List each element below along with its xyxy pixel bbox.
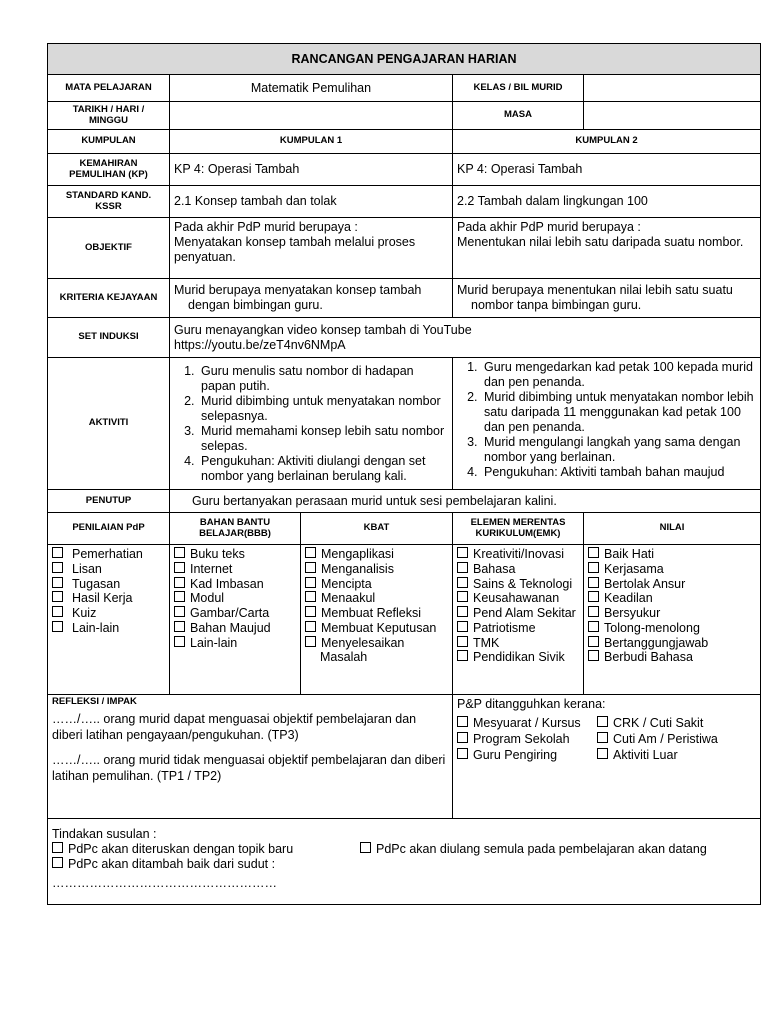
checkbox[interactable] xyxy=(360,842,371,853)
checkbox[interactable] xyxy=(52,591,63,602)
checkbox-item[interactable]: Keusahawanan xyxy=(457,591,579,606)
nilai-list xyxy=(588,547,756,665)
refleksi-cell xyxy=(48,695,453,819)
kriteria-label: KRITERIA KEJAYAAN xyxy=(48,279,170,318)
aktiviti-k2 xyxy=(453,358,761,490)
checkbox-item[interactable]: Kuiz xyxy=(52,606,165,621)
aktiviti-label: AKTIVITI xyxy=(48,358,170,490)
checkbox[interactable] xyxy=(174,547,185,558)
objektif-k2-intro: Pada akhir PdP murid berupaya : xyxy=(457,220,641,234)
checkbox[interactable] xyxy=(52,562,63,573)
checkbox[interactable] xyxy=(305,621,316,632)
objektif-k1 xyxy=(170,218,453,279)
checkbox[interactable] xyxy=(588,606,599,617)
checkbox[interactable] xyxy=(588,650,599,661)
checkbox[interactable] xyxy=(457,562,468,573)
tarikh-label: TARIKH / HARI / MINGGU xyxy=(48,102,170,130)
objektif-k1-text: Menyatakan konsep tambah melalui proses penyatuan. xyxy=(174,235,416,264)
checkbox-item[interactable]: Mesyuarat / Kursus xyxy=(457,716,597,730)
list-item: 4. Pengukuhan: Aktiviti tambah bahan maujud xyxy=(481,465,756,480)
checkbox[interactable] xyxy=(597,716,608,727)
aktiviti-k1-list xyxy=(174,364,448,484)
checkbox-item[interactable]: Buku teks xyxy=(174,547,296,562)
checkbox-item[interactable]: Guru Pengiring xyxy=(457,748,597,762)
kbat-header: KBAT xyxy=(301,513,453,545)
checkbox[interactable] xyxy=(174,636,185,647)
penilaian-list-cell xyxy=(48,545,170,695)
list-item: 1. Guru mengedarkan kad petak 100 kepada murid dan pen penanda. xyxy=(481,360,756,390)
checkbox-item[interactable]: Bahan Maujud xyxy=(174,621,296,636)
penilaian-list xyxy=(52,547,165,636)
checkbox-item[interactable]: Aktiviti Luar xyxy=(597,748,737,762)
checkbox[interactable] xyxy=(174,621,185,632)
checkbox-item[interactable]: Bertanggungjawab xyxy=(588,636,756,651)
checkbox[interactable] xyxy=(597,748,608,759)
list-item: 1. Guru menulis satu nombor di hadapan papan putih. xyxy=(198,364,448,394)
checkbox-item[interactable]: Tolong-menolong xyxy=(588,621,756,636)
ditangguhkan-options xyxy=(457,716,756,762)
mata-pelajaran-value[interactable]: Matematik Pemulihan xyxy=(170,75,453,102)
checkbox-item[interactable]: Bersyukur xyxy=(588,606,756,621)
checkbox-item[interactable]: Tugasan xyxy=(52,577,165,592)
checkbox-item[interactable]: Menyelesaikan Masalah xyxy=(305,636,448,666)
objektif-k1-intro: Pada akhir PdP murid berupaya : xyxy=(174,220,358,234)
lesson-plan-sheet xyxy=(47,43,760,905)
checkbox-item[interactable]: Pendidikan Sivik xyxy=(457,650,579,665)
kumpulan-2-header: KUMPULAN 2 xyxy=(453,130,761,154)
checkbox-item[interactable]: Cuti Am / Peristiwa xyxy=(597,732,737,746)
checkbox-item[interactable]: Internet xyxy=(174,562,296,577)
standard-label: STANDARD KAND. KSSR xyxy=(48,186,170,218)
checkbox-item[interactable]: Lain-lain xyxy=(174,636,296,651)
kelas-value[interactable] xyxy=(584,75,761,102)
checkbox[interactable] xyxy=(52,577,63,588)
nilai-header: NILAI xyxy=(584,513,761,545)
checkbox[interactable] xyxy=(597,732,608,743)
list-item: 3. Murid mengulangi langkah yang sama dengan nombor yang berlainan. xyxy=(481,435,756,465)
checkbox[interactable] xyxy=(52,606,63,617)
aktiviti-k1 xyxy=(170,358,453,490)
refleksi-label: REFLEKSI / IMPAK xyxy=(52,696,137,707)
checkbox[interactable] xyxy=(588,547,599,558)
checkbox-item[interactable]: Membuat Refleksi xyxy=(305,606,448,621)
checkbox-item[interactable]: Pend Alam Sekitar xyxy=(457,606,579,621)
set-induksi-label: SET INDUKSI xyxy=(48,318,170,358)
masa-value[interactable] xyxy=(584,102,761,130)
kumpulan-label: KUMPULAN xyxy=(48,130,170,154)
checkbox[interactable] xyxy=(52,621,63,632)
checkbox-item[interactable]: Bertolak Ansur xyxy=(588,577,756,592)
checkbox-item[interactable]: Patriotisme xyxy=(457,621,579,636)
list-item: 4. Pengukuhan: Aktiviti diulangi dengan set nombor yang berlainan berulang kali. xyxy=(198,454,448,484)
tindakan-label: Tindakan susulan : xyxy=(52,827,157,841)
checkbox-item[interactable]: Lain-lain xyxy=(52,621,165,636)
kumpulan-1-header: KUMPULAN 1 xyxy=(170,130,453,154)
checkbox[interactable] xyxy=(174,606,185,617)
checkbox-item[interactable]: CRK / Cuti Sakit xyxy=(597,716,737,730)
objektif-k2-text: Menentukan nilai lebih satu daripada suatu nombor. xyxy=(457,235,744,249)
bbb-list-cell xyxy=(170,545,301,695)
checkbox-item[interactable]: Menaakul xyxy=(305,591,448,606)
penilaian-header: PENILAIAN PdP xyxy=(48,513,170,545)
checkbox-item[interactable]: Sains & Teknologi xyxy=(457,577,579,592)
checkbox[interactable] xyxy=(457,732,468,743)
penutup-label: PENUTUP xyxy=(48,490,170,513)
checkbox[interactable] xyxy=(174,577,185,588)
kelas-label: KELAS / BIL MURID xyxy=(453,75,584,102)
standard-k1: 2.1 Konsep tambah dan tolak xyxy=(170,186,453,218)
checkbox[interactable] xyxy=(305,577,316,588)
objektif-label: OBJEKTIF xyxy=(48,218,170,279)
checkbox[interactable] xyxy=(174,591,185,602)
nilai-list-cell xyxy=(584,545,761,695)
checkbox[interactable] xyxy=(305,636,316,647)
checkbox-item[interactable]: Kerjasama xyxy=(588,562,756,577)
checkbox[interactable] xyxy=(305,547,316,558)
checkbox-item[interactable]: Keadilan xyxy=(588,591,756,606)
emk-list xyxy=(457,547,579,665)
checkbox-item[interactable]: Modul xyxy=(174,591,296,606)
set-induksi-content xyxy=(170,318,761,358)
checkbox-item[interactable]: Hasil Kerja xyxy=(52,591,165,606)
checkbox[interactable] xyxy=(588,577,599,588)
checkbox-item[interactable]: TMK xyxy=(457,636,579,651)
checkbox[interactable] xyxy=(52,547,63,558)
lesson-plan-table xyxy=(47,43,761,905)
set-induksi-link[interactable]: https://youtu.be/zeT4nv6NMpA xyxy=(174,337,346,352)
checkbox[interactable] xyxy=(457,716,468,727)
checkbox-item[interactable]: Membuat Keputusan xyxy=(305,621,448,636)
checkbox-item[interactable]: Mengaplikasi xyxy=(305,547,448,562)
checkbox-item[interactable]: Menganalisis xyxy=(305,562,448,577)
checkbox[interactable] xyxy=(305,591,316,602)
checkbox-item[interactable]: Kreativiti/Inovasi xyxy=(457,547,579,562)
checkbox[interactable] xyxy=(457,577,468,588)
checkbox-item[interactable]: Mencipta xyxy=(305,577,448,592)
emk-list-cell xyxy=(453,545,584,695)
checkbox[interactable] xyxy=(457,547,468,558)
kbat-list-cell xyxy=(301,545,453,695)
checkbox[interactable] xyxy=(174,562,185,573)
standard-k2: 2.2 Tambah dalam lingkungan 100 xyxy=(453,186,761,218)
kemahiran-label: KEMAHIRAN PEMULIHAN (KP) xyxy=(48,154,170,186)
bbb-header: BAHAN BANTU BELAJAR(BBB) xyxy=(170,513,301,545)
objektif-k2 xyxy=(453,218,761,279)
form-title: RANCANGAN PENGAJARAN HARIAN xyxy=(48,44,761,75)
checkbox-item[interactable]: Kad Imbasan xyxy=(174,577,296,592)
checkbox-item[interactable]: Pemerhatian xyxy=(52,547,165,562)
kriteria-k2: Murid berupaya menentukan nilai lebih satu suatu nombor tanpa bimbingan guru. xyxy=(457,283,733,312)
checkbox[interactable] xyxy=(52,857,63,868)
masa-label: MASA xyxy=(453,102,584,130)
ditangguhkan-label: P&P ditangguhkan kerana: xyxy=(457,697,606,711)
checkbox-item[interactable]: Berbudi Bahasa xyxy=(588,650,756,665)
checkbox-item[interactable]: Lisan xyxy=(52,562,165,577)
checkbox[interactable] xyxy=(457,748,468,759)
emk-header: ELEMEN MERENTAS KURIKULUM(EMK) xyxy=(453,513,584,545)
checkbox[interactable] xyxy=(588,562,599,573)
checkbox[interactable] xyxy=(457,636,468,647)
list-item: 3. Murid memahami konsep lebih satu nombor selepas. xyxy=(198,424,448,454)
checkbox-item[interactable]: Gambar/Carta xyxy=(174,606,296,621)
list-item: 2. Murid dibimbing untuk menyatakan nombor lebih satu daripada 11 menggunakan kad petak 100 dan pen penanda. xyxy=(481,390,756,435)
kemahiran-k2: KP 4: Operasi Tambah xyxy=(453,154,761,186)
tindakan-cell xyxy=(48,819,761,905)
checkbox[interactable] xyxy=(305,562,316,573)
checkbox[interactable] xyxy=(588,591,599,602)
checkbox[interactable] xyxy=(457,621,468,632)
tarikh-value[interactable] xyxy=(170,102,453,130)
checkbox-item[interactable]: Baik Hati xyxy=(588,547,756,562)
kemahiran-k1: KP 4: Operasi Tambah xyxy=(170,154,453,186)
checkbox-item[interactable]: Program Sekolah xyxy=(457,732,597,746)
set-induksi-text: Guru menayangkan video konsep tambah di YouTube xyxy=(174,322,472,337)
kbat-list xyxy=(305,547,448,665)
checkbox[interactable] xyxy=(457,650,468,661)
checkbox[interactable] xyxy=(52,842,63,853)
checkbox-item[interactable]: PdPc akan ditambah baik dari sudut : xyxy=(52,857,756,872)
mata-pelajaran-label: MATA PELAJARAN xyxy=(48,75,170,102)
checkbox[interactable] xyxy=(457,606,468,617)
bbb-list xyxy=(174,547,296,650)
refleksi-tp3[interactable]: ……/….. orang murid dapat menguasai objektif pembelajaran dan diberi latihan pengayaan/pengukuhan. (TP3) xyxy=(52,711,417,742)
checkbox[interactable] xyxy=(588,621,599,632)
ditangguhkan-cell xyxy=(453,695,761,819)
refleksi-tp1-tp2[interactable]: ……/….. orang murid tidak menguasai objektif pembelajaran dan diberi latihan pemulihan. (TP1 / TP2) xyxy=(52,753,446,783)
checkbox[interactable] xyxy=(457,591,468,602)
checkbox[interactable] xyxy=(305,606,316,617)
penutup-value: Guru bertanyakan perasaan murid untuk sesi pembelajaran kalini. xyxy=(170,490,761,513)
checkbox-item[interactable]: Bahasa xyxy=(457,562,579,577)
list-item: 2. Murid dibimbing untuk menyatakan nombor selepasnya. xyxy=(198,394,448,424)
kriteria-k1: Murid berupaya menyatakan konsep tambah dengan bimbingan guru. xyxy=(174,283,422,312)
tindakan-dotted-line[interactable]: ……………………………………………… xyxy=(52,876,277,890)
aktiviti-k2-list xyxy=(457,360,756,480)
checkbox-item[interactable]: PdPc akan diulang semula pada pembelajaran akan datang xyxy=(360,842,707,857)
checkbox-item[interactable]: PdPc akan diteruskan dengan topik baru xyxy=(52,842,360,857)
checkbox[interactable] xyxy=(588,636,599,647)
